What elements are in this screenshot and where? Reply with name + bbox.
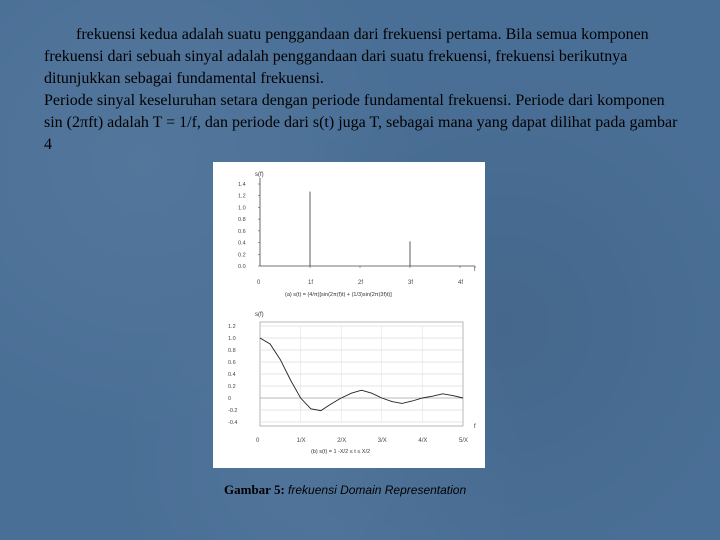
- top-x-tick-label: 4f: [458, 280, 464, 286]
- bottom-y-tick-label: -0.2: [228, 408, 238, 414]
- top-y-tick-label: 0.0: [238, 264, 246, 270]
- caption-label: Gambar 5:: [224, 482, 285, 497]
- top-chart-formula: (a) s(t) = (4/π)[sin(2π(f)t) + (1/3)sin(2π(3f)t)]: [285, 292, 392, 298]
- top-chart-y-ticks: [238, 182, 260, 270]
- top-x-tick-label: 3f: [408, 280, 414, 286]
- bottom-chart-y-ticks: [228, 324, 237, 426]
- bottom-x-tick-label: 3/X: [377, 438, 387, 444]
- top-y-tick-label: 0.6: [238, 228, 246, 235]
- bottom-chart-ylabel: s(f): [255, 312, 264, 318]
- bottom-x-tick-label: 0: [256, 438, 260, 444]
- top-x-tick-label: 1f: [308, 280, 314, 286]
- top-y-tick-label: 0.4: [238, 240, 246, 247]
- bottom-y-tick-label: 1.2: [228, 324, 236, 330]
- bottom-x-tick-label: 1/X: [296, 438, 306, 444]
- frequency-figure-svg: [213, 162, 485, 468]
- top-y-tick-label: 0.8: [238, 217, 246, 224]
- bottom-chart: [228, 312, 476, 455]
- caption-text: frekuensi Domain Representation: [288, 483, 467, 497]
- bottom-x-tick-label: 5/X: [459, 438, 469, 444]
- top-y-tick-label: 1.2: [238, 193, 246, 200]
- paragraph-1: frekuensi kedua adalah suatu penggandaan dari frekuensi pertama. Bila semua komponen frekuensi dari sebuah sinyal adalah penggandaan dari suatu frekuensi, frekuensi berikutnya ditunjukkan sebagai fundamental frekuensi.: [44, 26, 649, 87]
- bottom-chart-formula: (b) s(t) = 1 -X/2 ≤ t ≤ X/2: [311, 449, 371, 455]
- bottom-chart-series-line: [260, 338, 463, 411]
- bottom-y-tick-label: 0.2: [228, 384, 236, 390]
- figure-caption: [224, 482, 466, 498]
- top-x-tick-label: 2f: [358, 280, 364, 286]
- top-chart-bars: [310, 192, 410, 266]
- slide-body: [44, 24, 684, 156]
- top-y-tick-label: 0.2: [238, 252, 246, 259]
- top-chart-xlabel: f: [474, 267, 476, 273]
- bottom-y-tick-label: 0: [228, 396, 232, 402]
- bottom-x-tick-label: 2/X: [337, 438, 347, 444]
- bottom-y-tick-label: 0.8: [228, 348, 236, 354]
- top-chart: [238, 172, 476, 298]
- bottom-chart-grid: [260, 326, 463, 422]
- bottom-y-tick-label: 0.4: [228, 372, 236, 378]
- bottom-y-tick-label: 0.6: [228, 360, 236, 366]
- paragraph-2: Periode sinyal keseluruhan setara dengan periode fundamental frekuensi. Periode dari komponen sin (2πft) adalah T = 1/f, dan periode dari s(t) juga T, sebagai mana yang dapat dilihat pada gambar 4: [44, 92, 678, 153]
- bottom-y-tick-label: 1.0: [228, 336, 236, 342]
- top-chart-x-ticks: [257, 266, 463, 286]
- bottom-chart-x-ticks: [256, 438, 468, 444]
- top-x-tick-label: 0: [257, 280, 261, 286]
- bottom-y-tick-label: -0.4: [228, 420, 238, 426]
- top-y-tick-label: 1.0: [238, 205, 246, 212]
- top-chart-ylabel: s(f): [255, 172, 264, 178]
- frequency-figure: [213, 162, 485, 468]
- bottom-x-tick-label: 4/X: [418, 438, 428, 444]
- bottom-chart-xlabel: f: [474, 424, 476, 430]
- top-y-tick-label: 1.4: [238, 182, 246, 188]
